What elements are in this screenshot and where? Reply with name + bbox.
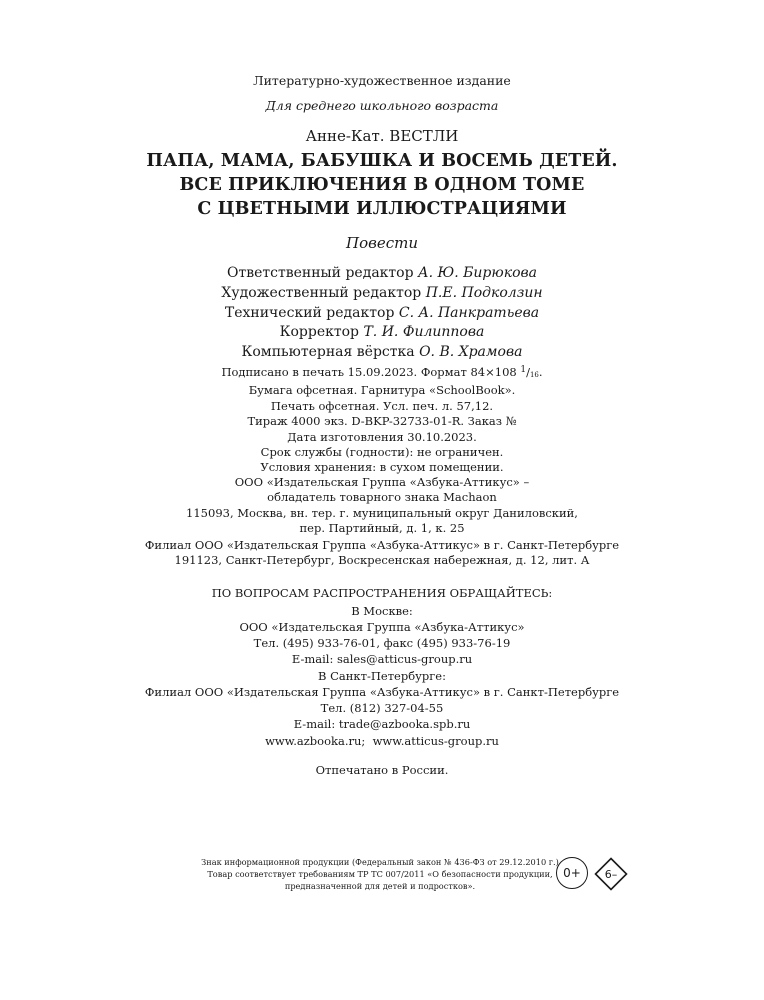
print-info-line: Бумага офсетная. Гарнитура «SchoolBook». — [248, 383, 516, 398]
printed-in: Отпечатано в России. — [315, 763, 449, 777]
spb-email: E-mail: trade@azbooka.spb.ru — [293, 717, 471, 731]
credit-row — [0, 284, 764, 304]
publisher-line: 115093, Москва, вн. тер. г. муниципальный округ Даниловский, — [186, 505, 578, 520]
print-info-line: Тираж 4000 экз. D-BKP-32733-01-R. Заказ № — [247, 414, 517, 429]
genre-label: Повести — [345, 234, 418, 252]
branch-block — [0, 538, 764, 569]
branch-line: 191123, Санкт-Петербург, Воскресенская набережная, д. 12, лит. А — [174, 553, 590, 568]
spb-phone: Тел. (812) 327-04-55 — [320, 701, 444, 715]
moscow-label: В Москве: — [351, 604, 413, 618]
credits-block — [0, 264, 764, 363]
publisher-block — [0, 475, 764, 537]
credit-row — [0, 304, 764, 324]
book-title-line-3: С ЦВЕТНЫМИ ИЛЛЮСТРАЦИЯМИ — [197, 199, 567, 219]
credit-person: П.Е. Подколзин — [425, 284, 543, 301]
spb-company: Филиал ООО «Издательская Группа «Азбука-Аттикус» в г. Санкт-Петербурге — [144, 685, 620, 699]
credit-person: С. А. Панкратьева — [398, 304, 540, 321]
footer-line: Знак информационной продукции (Федеральный закон № 436-ФЗ от 29.12.2010 г.) — [201, 857, 559, 867]
print-info-line: Срок службы (годности): не ограничен. — [260, 445, 504, 460]
moscow-contacts — [0, 603, 764, 667]
book-title-line-1: ПАПА, МАМА, БАБУШКА И ВОСЕМЬ ДЕТЕЙ. — [146, 151, 618, 171]
spb-contacts — [0, 668, 764, 732]
credit-person: О. В. Храмова — [419, 344, 523, 361]
spb-label: В Санкт-Петербурге: — [318, 669, 446, 683]
credit-role: Технический редактор — [224, 304, 395, 321]
publisher-line: ООО «Издательская Группа «Азбука-Аттикус» – — [234, 475, 530, 489]
credit-row — [0, 323, 764, 343]
info-product-notice — [200, 856, 560, 892]
credit-role: Компьютерная вёрстка — [241, 344, 415, 361]
age-rating-circle-badge: 0+ — [556, 857, 588, 889]
print-info-block — [0, 363, 764, 476]
print-info-line: Условия хранения: в сухом помещении. — [260, 460, 504, 475]
publisher-line: обладатель товарного знака Machaon — [267, 490, 497, 505]
distribution-heading: ПО ВОПРОСАМ РАСПРОСТРАНЕНИЯ ОБРАЩАЙТЕСЬ: — [211, 586, 553, 600]
credit-role: Художественный редактор — [221, 284, 422, 301]
publisher-line: пер. Партийный, д. 1, к. 25 — [299, 521, 465, 536]
moscow-phone: Тел. (495) 933-76-01, факс (495) 933-76-19 — [253, 636, 511, 650]
age-rating-badges — [556, 856, 636, 892]
credit-row — [0, 343, 764, 363]
footer-line: Товар соответствует требованиям ТР ТС 007/2011 «О безопасности продукции, — [207, 869, 553, 879]
author-name: Анне-Кат. ВЕСТЛИ — [305, 127, 459, 145]
moscow-company: ООО «Издательская Группа «Азбука-Аттикус» — [239, 620, 525, 634]
credit-person: Т. И. Филиппова — [363, 324, 485, 341]
websites: www.azbooka.ru; www.atticus-group.ru — [265, 734, 499, 748]
credit-role: Ответственный редактор — [226, 265, 414, 281]
age-rating-diamond-badge — [594, 857, 628, 891]
edition-type: Литературно-художественное издание — [253, 73, 511, 88]
book-title-line-2: ВСЕ ПРИКЛЮЧЕНИЯ В ОДНОМ ТОМЕ — [179, 175, 585, 195]
credit-row — [0, 264, 764, 284]
signed-line: Подписано в печать 15.09.2023. Формат 84×108 $^1$/16. — [221, 365, 543, 379]
print-info-line: Печать офсетная. Усл. печ. л. 57,12. — [270, 398, 494, 413]
branch-line: Филиал ООО «Издательская Группа «Азбука-Аттикус» в г. Санкт-Петербурге — [144, 538, 620, 552]
credit-role: Корректор — [279, 324, 360, 341]
footer-line: предназначенной для детей и подростков». — [284, 881, 476, 891]
moscow-email: E-mail: sales@atticus-group.ru — [291, 652, 473, 666]
diamond-badge-label: 6– — [604, 868, 618, 881]
print-info-line: Дата изготовления 30.10.2023. — [287, 429, 477, 444]
audience-label: Для среднего школьного возраста — [265, 98, 499, 113]
credit-person: А. Ю. Бирюкова — [418, 265, 538, 281]
